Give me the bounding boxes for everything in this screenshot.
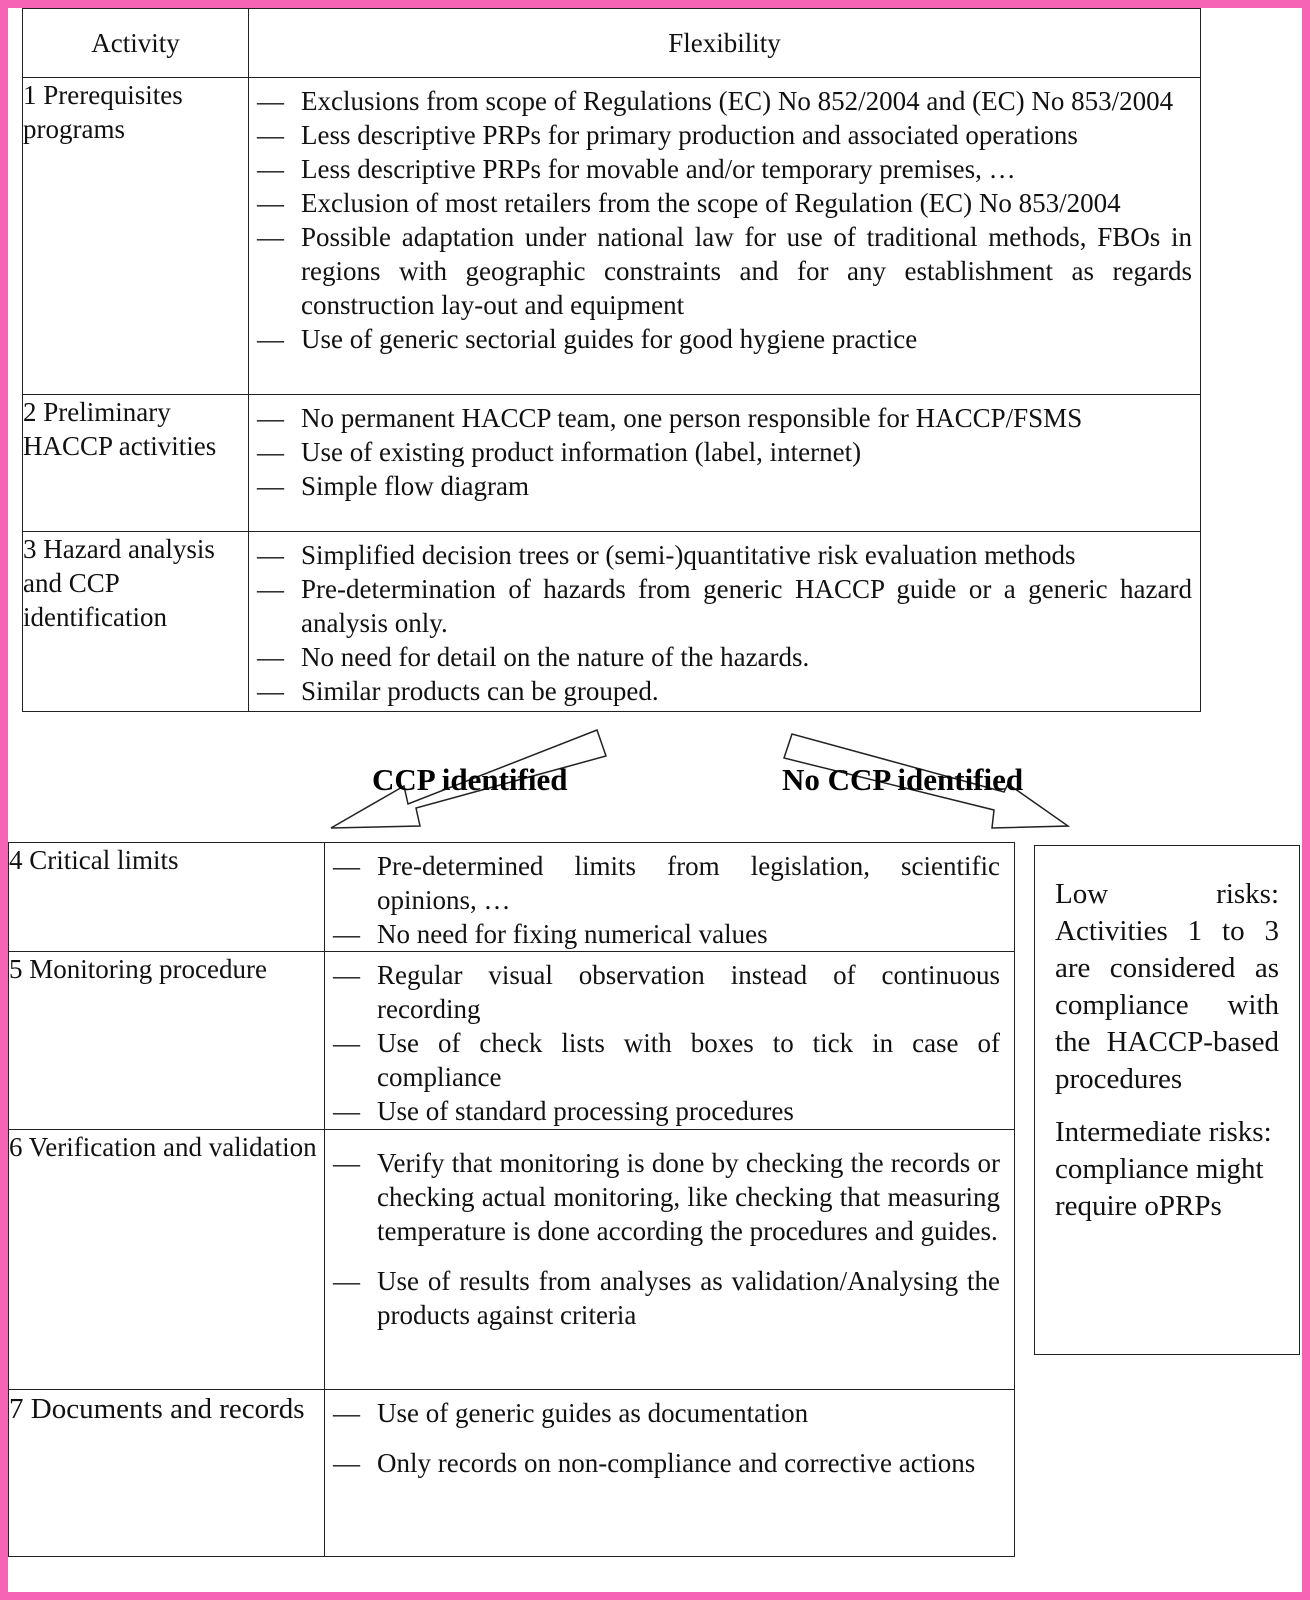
ccp-identified-label: CCP identified <box>372 762 568 797</box>
list-item: — Pre-determination of hazards from generic HACCP guide or a generic hazard analysis only. <box>257 572 1192 640</box>
flexibility-list <box>325 952 1014 1128</box>
bottom-flexibility-table <box>8 842 1015 1557</box>
list-item: — Use of check lists with boxes to tick in case of compliance <box>333 1026 1000 1094</box>
intermediate-risks-text: Intermediate risks: compliance might require oPRPs <box>1055 1116 1272 1222</box>
list-item: — Similar products can be grouped. <box>257 674 1192 708</box>
flexibility-header: Flexibility <box>249 9 1201 78</box>
row-documents <box>9 1390 1015 1557</box>
activity-cell: 2 Preliminary HACCP activities <box>23 395 249 532</box>
list-item: — Use of results from analyses as validation/Analysing the products against criteria <box>333 1264 1000 1332</box>
activity-cell: 6 Verification and validation <box>9 1130 325 1390</box>
activity-header: Activity <box>23 9 249 78</box>
list-item: — Possible adaptation under national law for use of traditional methods, FBOs in regions with geographic constraints and for any establishment as regards construction lay-out and equipment <box>257 220 1192 322</box>
list-item: — No need for fixing numerical values <box>333 917 1000 951</box>
list-item: — No need for detail on the nature of the hazards. <box>257 640 1192 674</box>
low-risks-text: Low risks: Activities 1 to 3 are considered as compliance with the HACCP-based procedures <box>1055 878 1279 1095</box>
list-item: — Only records on non-compliance and corrective actions <box>333 1446 1000 1480</box>
list-item: — Use of existing product information (label, internet) <box>257 435 1192 469</box>
flexibility-list <box>325 1390 1014 1480</box>
activity-cell: 7 Documents and records <box>9 1390 325 1557</box>
list-item: — Less descriptive PRPs for primary production and associated operations <box>257 118 1192 152</box>
risk-level-box <box>1034 845 1300 1355</box>
activity-cell: 3 Hazard analysis and CCP identification <box>23 532 249 712</box>
row-monitoring <box>9 952 1015 1130</box>
list-item: — Simple flow diagram <box>257 469 1192 503</box>
list-item: — Less descriptive PRPs for movable and/or temporary premises, … <box>257 152 1192 186</box>
row-verification <box>9 1130 1015 1390</box>
list-item: — Exclusion of most retailers from the scope of Regulation (EC) No 853/2004 <box>257 186 1192 220</box>
flexibility-list <box>325 843 1014 951</box>
no-ccp-identified-label: No CCP identified <box>782 762 1024 797</box>
list-item: — No permanent HACCP team, one person responsible for HACCP/FSMS <box>257 401 1192 435</box>
activity-cell: 5 Monitoring procedure <box>9 952 325 1130</box>
list-item: — Pre-determined limits from legislation, scientific opinions, … <box>333 849 1000 917</box>
list-item: — Exclusions from scope of Regulations (EC) No 852/2004 and (EC) No 853/2004 <box>257 84 1192 118</box>
activity-cell: 4 Critical limits <box>9 843 325 952</box>
list-item: — Use of standard processing procedures <box>333 1094 1000 1128</box>
row-critical-limits <box>9 843 1015 952</box>
list-item: — Use of generic guides as documentation <box>333 1396 1000 1430</box>
list-item: — Use of generic sectorial guides for good hygiene practice <box>257 322 1192 356</box>
list-item: — Regular visual observation instead of continuous recording <box>333 958 1000 1026</box>
flexibility-list <box>325 1130 1014 1332</box>
list-item: — Simplified decision trees or (semi-)quantitative risk evaluation methods <box>257 538 1192 572</box>
activity-cell: 1 Prerequisites programs <box>23 78 249 395</box>
list-item: — Verify that monitoring is done by checking the records or checking actual monitoring, like checking that measuring temperature is done according the procedures and guides. <box>333 1146 1000 1248</box>
